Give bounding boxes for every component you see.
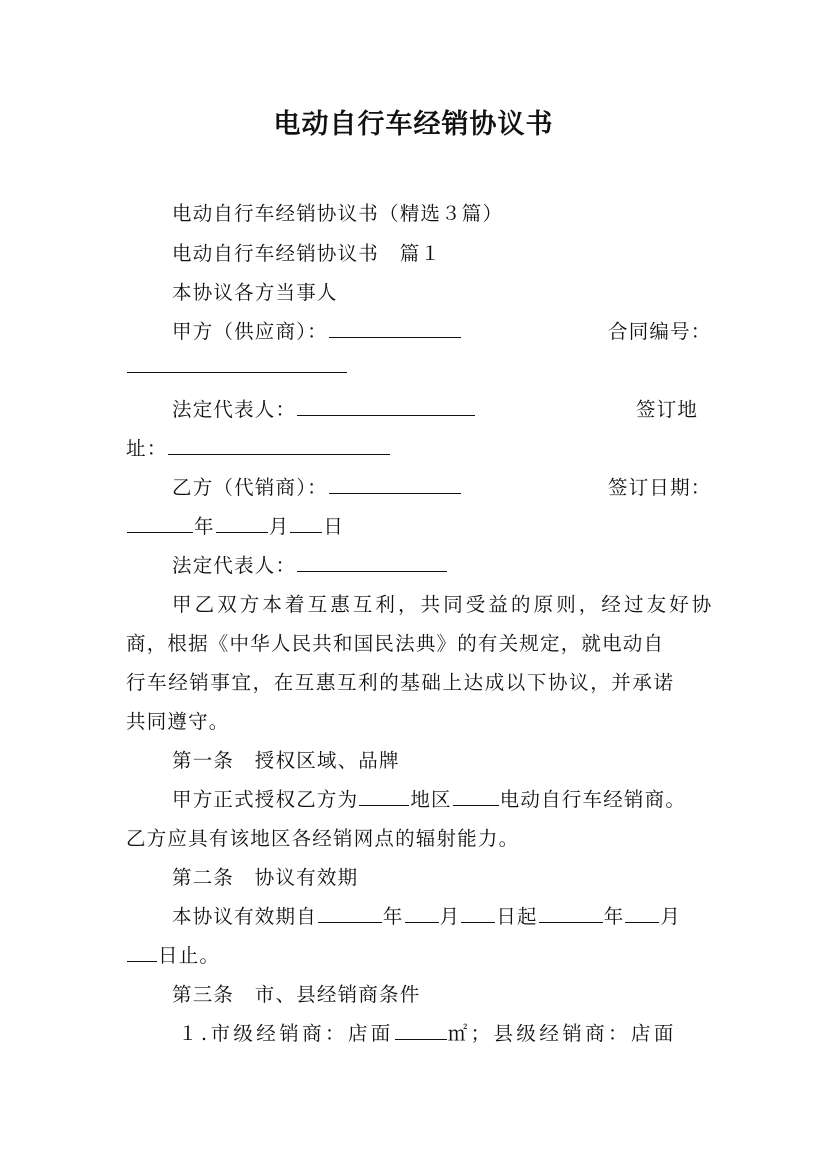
part-heading: 电动自行车经销协议书 篇１	[172, 242, 442, 265]
art2-end: 日止。	[158, 944, 221, 967]
sign-place-label: 签订地	[636, 398, 699, 421]
sign-place-blank	[168, 453, 390, 455]
art2-year2-blank	[539, 921, 603, 923]
art1-text-c: 电动自行车经销商。	[499, 788, 687, 811]
article-3-item-1	[178, 1018, 677, 1046]
preamble-line-2: 商，根据《中华人民共和国民法典》的有关规定，就电动自	[126, 632, 665, 655]
preamble-line-4: 共同遵守。	[126, 710, 230, 733]
date-month-blank	[216, 531, 268, 533]
article-1-text-line-1	[172, 784, 686, 812]
parties-intro: 本协议各方当事人	[172, 281, 338, 304]
party-b-blank	[329, 492, 461, 494]
article-3-heading: 第三条 市、县经销商条件	[172, 983, 421, 1006]
legal-rep-b-label: 法定代表人：	[172, 554, 297, 577]
art2-day2-blank	[127, 960, 157, 962]
art1-brand-blank	[453, 804, 499, 806]
preamble-line-3: 行车经销事宜，在互惠互利的基础上达成以下协议，并承诺	[126, 671, 675, 694]
date-month-label: 月	[268, 515, 290, 538]
preamble-line-1: 甲乙双方本着互惠互利，共同受益的原则，经过友好协	[172, 593, 715, 616]
article-1-text-line-2: 乙方应具有该地区各经销网点的辐射能力。	[126, 827, 520, 850]
art2-year2: 年	[603, 905, 625, 928]
article-2-text-line-2	[126, 940, 220, 968]
art2-text-a: 本协议有效期自	[172, 905, 317, 928]
sign-date-line	[126, 511, 344, 539]
date-day-label: 日	[323, 515, 345, 538]
date-year-label: 年	[194, 515, 215, 538]
party-a-label: 甲方（供应商）：	[172, 320, 328, 343]
art3-item1-unit: ㎡；	[447, 1022, 494, 1045]
date-year-blank	[127, 531, 193, 533]
art3-city-area-blank	[395, 1038, 447, 1040]
party-b-line	[172, 472, 462, 500]
party-a-line	[172, 316, 462, 344]
article-1-heading: 第一条 授权区域、品牌	[172, 749, 400, 772]
art2-month2-blank	[625, 921, 659, 923]
legal-rep-b-blank	[297, 570, 447, 572]
party-a-blank	[329, 336, 461, 338]
contract-no-blank	[127, 371, 347, 373]
art2-day-from: 日起	[496, 905, 538, 928]
contract-no-label: 合同编号：	[608, 320, 712, 343]
sign-place-label-cont: 址：	[126, 437, 168, 460]
art2-year: 年	[382, 905, 404, 928]
legal-rep-a-blank	[297, 414, 475, 416]
date-day-blank	[290, 531, 322, 533]
art2-month: 月	[439, 905, 461, 928]
sign-place-line	[126, 433, 391, 461]
art2-year-blank	[318, 921, 382, 923]
art2-month-blank	[405, 921, 439, 923]
document-title: 电动自行车经销协议书	[273, 109, 554, 140]
art2-month2: 月	[660, 905, 682, 928]
subtitle: 电动自行车经销协议书（精选３篇）	[172, 202, 504, 225]
legal-rep-a-label: 法定代表人：	[172, 398, 297, 421]
legal-rep-b-line	[172, 550, 448, 578]
article-2-text-line-1	[172, 901, 681, 929]
legal-rep-a-line	[172, 394, 476, 422]
art1-region-blank	[359, 804, 409, 806]
art3-item1-b: 县级经销商：店面	[493, 1022, 677, 1045]
art1-text-b: 地区	[410, 788, 452, 811]
art1-text-a: 甲方正式授权乙方为	[172, 788, 359, 811]
article-2-heading: 第二条 协议有效期	[172, 866, 359, 889]
art2-day-blank	[461, 921, 495, 923]
art3-item1-a: １.市级经销商：店面	[178, 1022, 394, 1045]
contract-no-line	[126, 355, 348, 378]
sign-date-label: 签订日期：	[608, 476, 712, 499]
party-b-label: 乙方（代销商）：	[172, 476, 328, 499]
